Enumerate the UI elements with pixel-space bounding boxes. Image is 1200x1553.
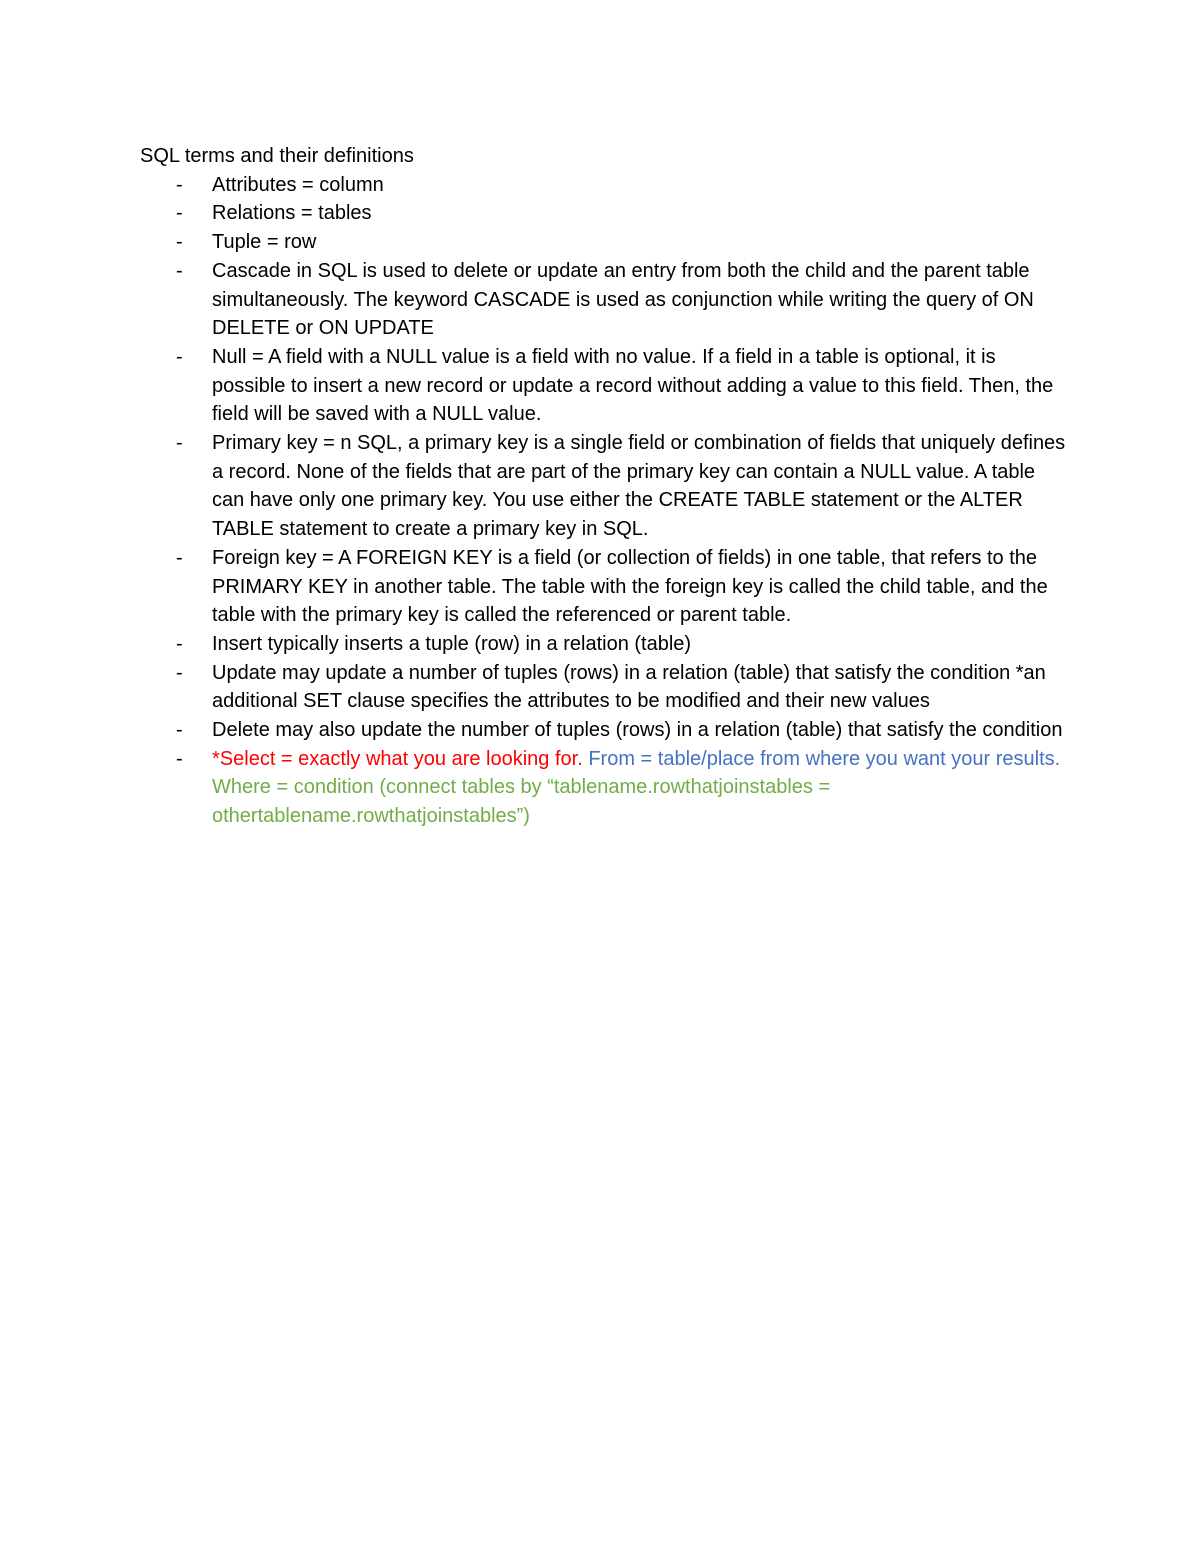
document-content <box>140 142 1070 831</box>
item-text: Tuple = row <box>212 231 317 254</box>
bullet-dash: - <box>176 345 183 368</box>
where-definition: Where = condition (connect tables by “tablename.rowthatjoinstables = othertablename.rowthatjoinstables”) <box>212 776 831 828</box>
item-text: Primary key = n SQL, a primary key is a single field or combination of fields that uniquely defines a record. None of the fields that are part of the primary key can contain a NULL value. A table can have only one primary key. You use either the CREATE TABLE statement or the ALTER TABLE statement to create a primary key in SQL. <box>212 432 1066 541</box>
list-item <box>140 544 1070 630</box>
item-text: Attributes = column <box>212 173 384 196</box>
bullet-dash: - <box>176 259 183 282</box>
item-text: Foreign key = A FOREIGN KEY is a field (or collection of fields) in one table, that refers to the PRIMARY KEY in another table. The table with the foreign key is called the child table, and the table with the primary key is called the referenced or parent table. <box>212 546 1048 627</box>
definitions-list <box>140 171 1070 831</box>
bullet-dash: - <box>176 202 183 225</box>
bullet-dash: - <box>176 747 183 770</box>
list-item <box>140 257 1070 343</box>
item-text: Insert typically inserts a tuple (row) in a relation (table) <box>212 632 692 655</box>
item-text: Null = A field with a NULL value is a field with no value. If a field in a table is optional, it is possible to insert a new record or update a record without adding a value to this field. Then, the field will be saved with a NULL value. <box>212 345 1054 426</box>
item-text: Relations = tables <box>212 202 372 225</box>
list-item <box>140 343 1070 429</box>
list-item <box>140 716 1070 745</box>
list-item <box>140 659 1070 716</box>
item-text: Update may update a number of tuples (rows) in a relation (table) that satisfy the condition *an additional SET clause specifies the attributes to be modified and their new values <box>212 661 1046 713</box>
list-item <box>140 171 1070 200</box>
bullet-dash: - <box>176 632 183 655</box>
bullet-dash: - <box>176 432 183 455</box>
bullet-dash: - <box>176 719 183 742</box>
list-item <box>140 429 1070 544</box>
list-item <box>140 228 1070 257</box>
bullet-dash: - <box>176 231 183 254</box>
document-title: SQL terms and their definitions <box>140 145 414 167</box>
list-item <box>140 630 1070 659</box>
list-item <box>140 199 1070 228</box>
bullet-dash: - <box>176 546 183 569</box>
list-item-select-from-where <box>140 745 1070 831</box>
item-text: Cascade in SQL is used to delete or update an entry from both the child and the parent table simultaneously. The keyword CASCADE is used as conjunction while writing the query of ON DELETE or ON UPDATE <box>212 259 1034 340</box>
bullet-dash: - <box>176 661 183 684</box>
bullet-dash: - <box>176 173 183 196</box>
item-text: Delete may also update the number of tuples (rows) in a relation (table) that satisfy the condition <box>212 719 1063 742</box>
select-definition: *Select = exactly what you are looking for. <box>212 747 583 770</box>
from-definition: From = table/place from where you want your results. <box>588 747 1061 770</box>
